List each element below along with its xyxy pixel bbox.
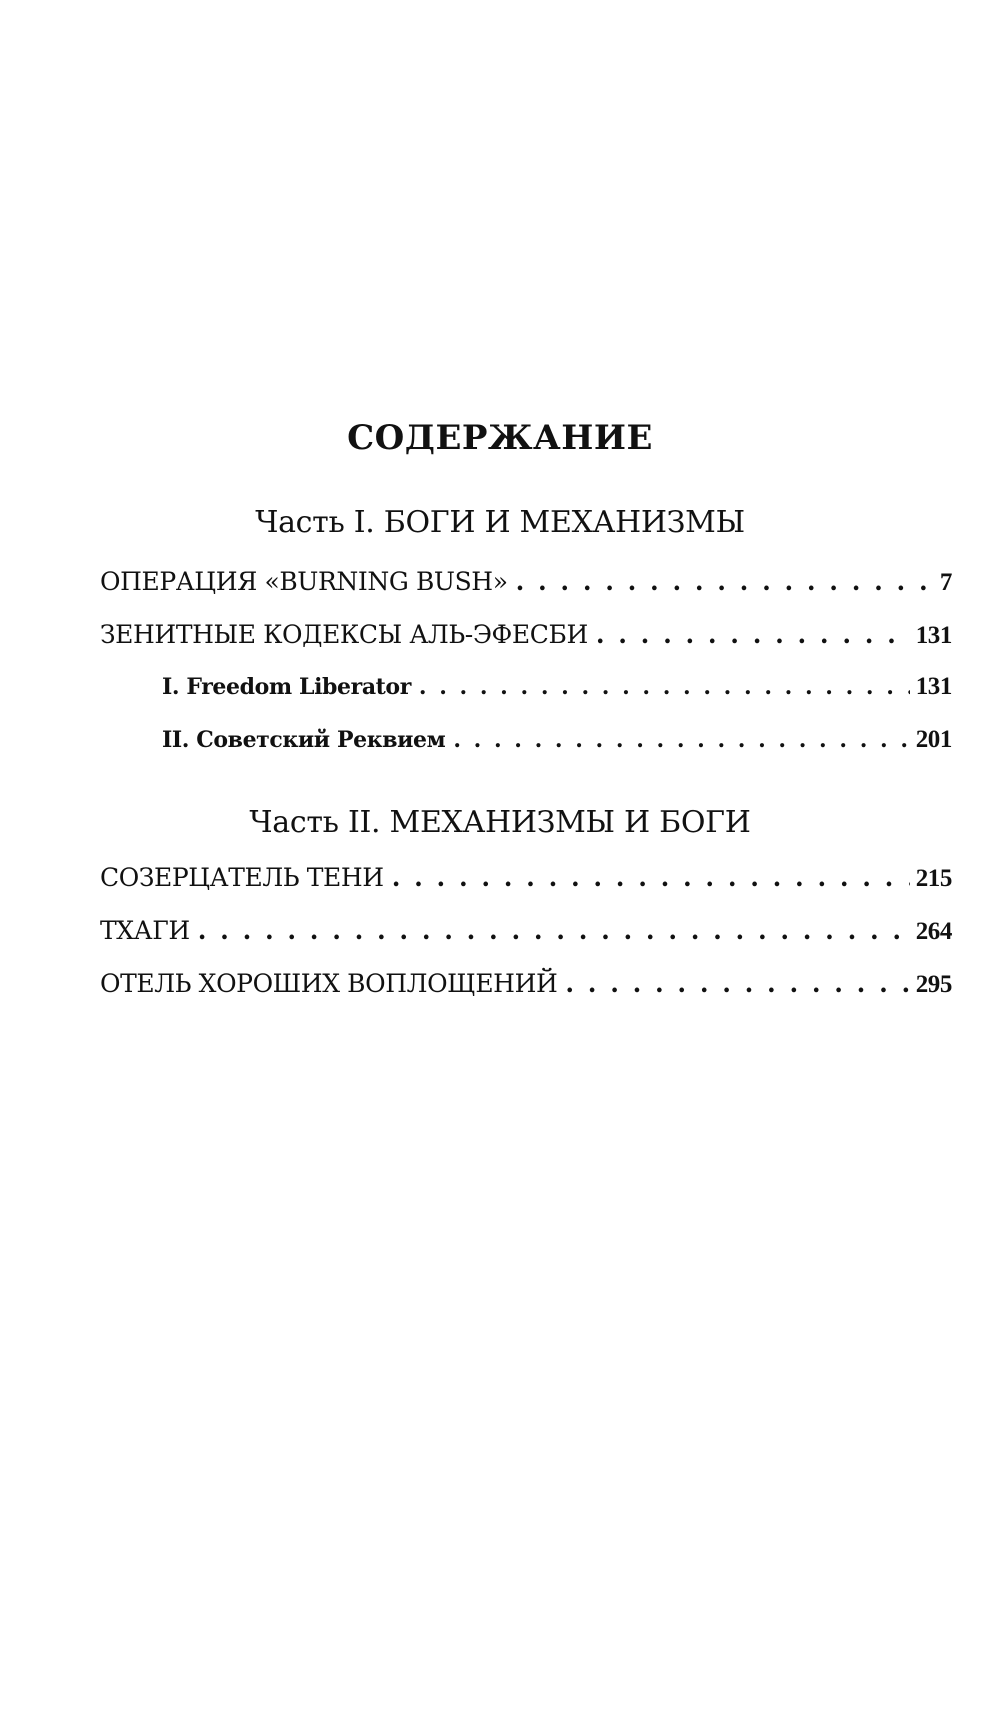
toc-entry-label: ТХАГИ — [100, 916, 190, 945]
toc-entry-page-number: 295 — [915, 971, 952, 998]
part-heading-1: Часть I. БОГИ И МЕХАНИЗМЫ — [255, 505, 745, 540]
toc-entry — [100, 863, 952, 893]
part-heading-2: Часть II. МЕХАНИЗМЫ И БОГИ — [249, 805, 751, 840]
toc-entry-label: II. Советский Реквием — [162, 727, 446, 753]
toc-entry-label: I. Freedom Liberator — [162, 674, 411, 700]
toc-entry-label: ОПЕРАЦИЯ «BURNING BUSH» — [100, 567, 508, 596]
dot-leader — [419, 674, 910, 700]
toc-entry-label: СОЗЕРЦАТЕЛЬ ТЕНИ — [100, 863, 384, 892]
toc-entry — [100, 567, 952, 597]
dot-leader — [453, 727, 909, 753]
toc-entry-page-number: 201 — [915, 726, 952, 753]
toc-entry-page-number: 215 — [915, 865, 952, 892]
toc-entry-page-number: 131 — [915, 622, 952, 649]
page-title: СОДЕРЖАНИЕ — [347, 418, 653, 458]
toc-entry — [100, 969, 952, 999]
toc-entry-page-number: 7 — [939, 569, 952, 596]
dot-leader — [516, 567, 934, 596]
toc-subentry — [162, 673, 952, 701]
dot-leader — [392, 863, 910, 892]
dot-leader — [596, 620, 910, 649]
dot-leader — [565, 969, 909, 998]
toc-subentry — [162, 726, 952, 754]
toc-entry — [100, 916, 952, 946]
dot-leader — [198, 916, 910, 945]
toc-entry-label: ОТЕЛЬ ХОРОШИХ ВОПЛОЩЕНИЙ — [100, 969, 558, 998]
toc-entry — [100, 620, 952, 650]
toc-entry-page-number: 264 — [915, 918, 952, 945]
toc-entry-label: ЗЕНИТНЫЕ КОДЕКСЫ АЛЬ-ЭФЕСБИ — [100, 620, 588, 649]
toc-entry-page-number: 131 — [915, 673, 952, 700]
